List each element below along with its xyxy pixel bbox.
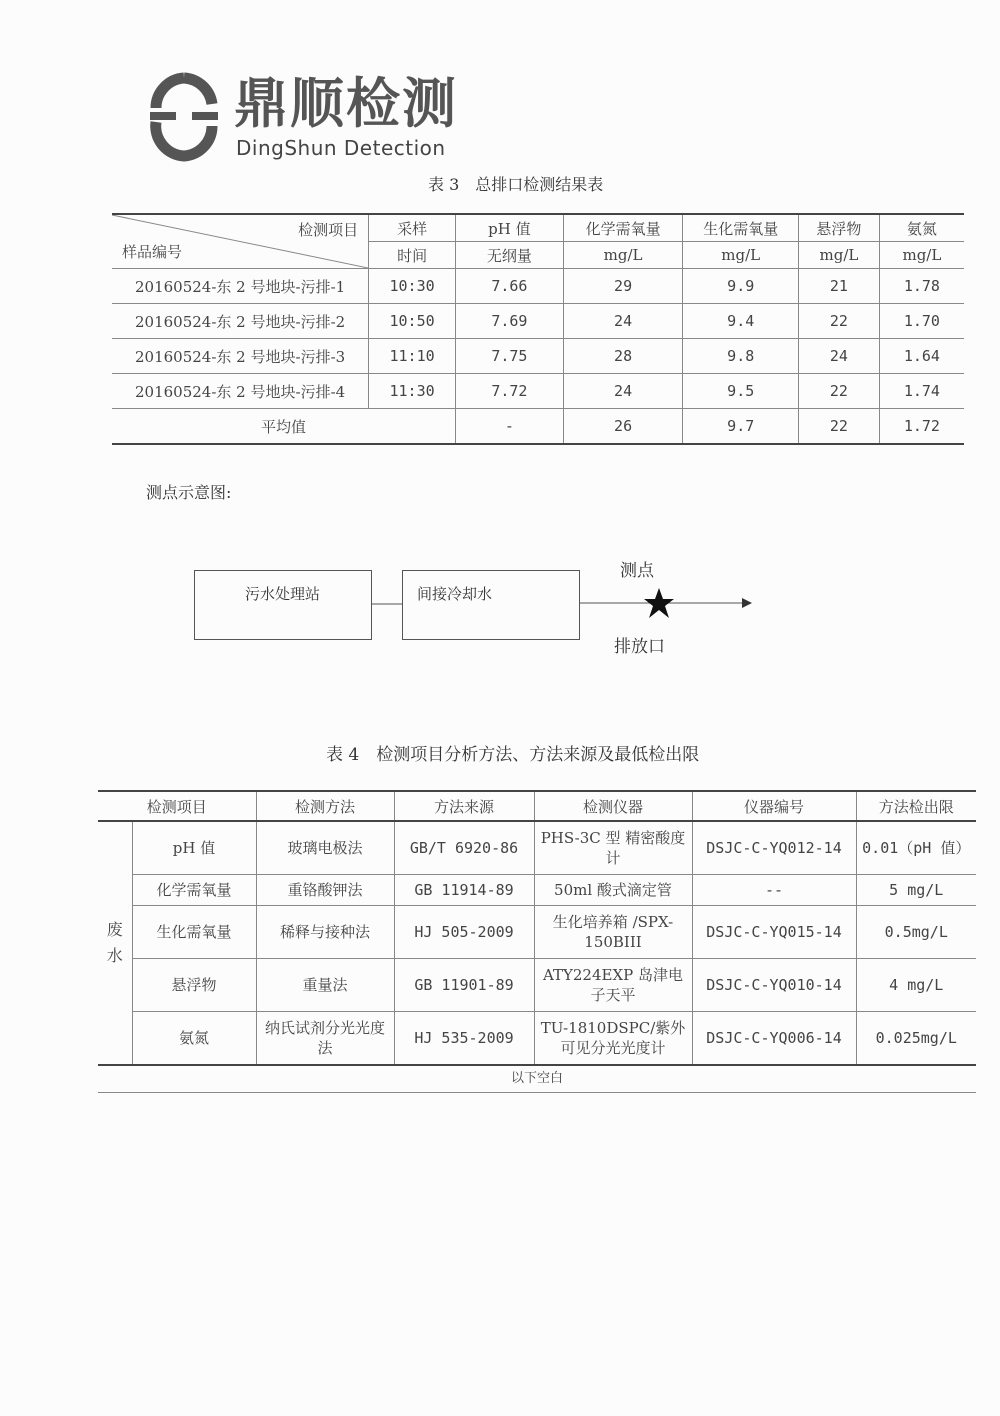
method-name: 纳氏试剂分光光度法 [256,1012,394,1066]
table-footer-row [98,1065,976,1093]
sample-id: 20160524-东 2 号地块-污排-2 [112,304,369,339]
sample-time: 10:50 [369,304,456,339]
item-name: pH 值 [132,821,256,875]
treatment-station-label: 污水处理站 [245,585,321,603]
instrument-name: TU-1810DSPC/紫外可见分光光度计 [534,1012,692,1066]
ss-value: 21 [799,269,880,304]
sample-time: 11:30 [369,374,456,409]
table-row [112,339,964,374]
table4-caption: 表 4 检测项目分析方法、方法来源及最低检出限 [326,745,700,765]
sample-id: 20160524-东 2 号地块-污排-1 [112,269,369,304]
ph-value: 7.75 [455,339,563,374]
bod-value: 9.5 [683,374,799,409]
item-name: 氨氮 [132,1012,256,1066]
detection-limit: 0.025mg/L [856,1012,976,1066]
ss-value: 22 [799,374,880,409]
table-row [112,269,964,304]
instrument-name: 生化培养箱 /SPX-150BIII [534,906,692,959]
header-instrument: 检测仪器 [534,791,692,821]
sample-id: 20160524-东 2 号地块-污排-4 [112,374,369,409]
logo-name-en: DingShun Detection [236,136,446,160]
corner-top-label: 检测项目 [298,221,359,239]
nh3-value: 1.70 [879,304,964,339]
table-row [98,1012,976,1066]
average-row [112,409,964,445]
table-row [112,304,964,339]
method-name: 重铬酸钾法 [256,875,394,906]
ph-value: 7.69 [455,304,563,339]
instrument-no: DSJC-C-YQ015-14 [692,906,856,959]
ss-value: 22 [799,304,880,339]
table-row [98,875,976,906]
item-name: 悬浮物 [132,959,256,1012]
header-ss-top: 悬浮物 [799,214,880,242]
sample-time: 11:10 [369,339,456,374]
table-row [98,959,976,1012]
method-source: GB 11901-89 [394,959,534,1012]
measure-point-label: 测点 [620,561,654,581]
item-name: 化学需氧量 [132,875,256,906]
method-source: HJ 505-2009 [394,906,534,959]
blank-below-note: 以下空白 [98,1065,976,1093]
cod-average: 26 [563,409,683,445]
header-instrument-no: 仪器编号 [692,791,856,821]
bod-average: 9.7 [683,409,799,445]
category-cell: 废水 [98,821,132,1065]
method-source: GB/T 6920-86 [394,821,534,875]
outlet-label: 排放口 [614,637,665,657]
nh3-value: 1.78 [879,269,964,304]
header-source: 方法来源 [394,791,534,821]
ph-average: - [455,409,563,445]
ss-value: 24 [799,339,880,374]
cooling-water-box [402,570,580,640]
instrument-name: ATY224EXP 岛津电子天平 [534,959,692,1012]
sampling-diagram [190,550,810,670]
instrument-no: DSJC-C-YQ012-14 [692,821,856,875]
nh3-value: 1.74 [879,374,964,409]
star-icon [643,587,675,619]
table-header-row [98,791,976,821]
method-name: 稀释与接种法 [256,906,394,959]
detection-limit: 0.5mg/L [856,906,976,959]
header-time-bottom: 时间 [369,242,456,269]
instrument-no: DSJC-C-YQ006-14 [692,1012,856,1066]
instrument-no: -- [692,875,856,906]
ph-value: 7.72 [455,374,563,409]
cooling-water-label: 间接冷却水 [417,585,493,603]
average-label: 平均值 [112,409,455,445]
header-cod-bottom: mg/L [563,242,683,269]
detection-limit: 0.01（pH 值） [856,821,976,875]
table-header-row [112,214,964,242]
results-table [112,213,964,445]
header-nh3-bottom: mg/L [879,242,964,269]
method-name: 重量法 [256,959,394,1012]
method-source: HJ 535-2009 [394,1012,534,1066]
bod-value: 9.4 [683,304,799,339]
header-cod-top: 化学需氧量 [563,214,683,242]
nh3-average: 1.72 [879,409,964,445]
bod-value: 9.9 [683,269,799,304]
ph-value: 7.66 [455,269,563,304]
sample-id: 20160524-东 2 号地块-污排-3 [112,339,369,374]
header-limit: 方法检出限 [856,791,976,821]
header-item: 检测项目 [98,791,256,821]
table-row [98,821,976,875]
methods-table [98,790,976,1093]
detection-limit: 4 mg/L [856,959,976,1012]
sample-time: 10:30 [369,269,456,304]
diagram-label: 测点示意图: [146,483,232,502]
instrument-name: PHS-3C 型 精密酸度计 [534,821,692,875]
company-logo [148,72,468,167]
detection-limit: 5 mg/L [856,875,976,906]
table-row [112,374,964,409]
cod-value: 28 [563,339,683,374]
cod-value: 24 [563,304,683,339]
header-ph-bottom: 无纲量 [455,242,563,269]
logo-mark-icon [148,72,220,162]
header-ph-top: pH 值 [455,214,563,242]
table3-caption: 表 3 总排口检测结果表 [428,175,604,194]
cod-value: 24 [563,374,683,409]
ss-average: 22 [799,409,880,445]
item-name: 生化需氧量 [132,906,256,959]
header-nh3-top: 氨氮 [879,214,964,242]
method-name: 玻璃电极法 [256,821,394,875]
nh3-value: 1.64 [879,339,964,374]
table-row [98,906,976,959]
header-bod-bottom: mg/L [683,242,799,269]
instrument-no: DSJC-C-YQ010-14 [692,959,856,1012]
corner-header [112,214,369,269]
header-bod-top: 生化需氧量 [683,214,799,242]
header-time-top: 采样 [369,214,456,242]
corner-bottom-label: 样品编号 [122,243,183,261]
bod-value: 9.8 [683,339,799,374]
logo-name-cn: 鼎顺检测 [234,72,458,135]
instrument-name: 50ml 酸式滴定管 [534,875,692,906]
method-source: GB 11914-89 [394,875,534,906]
header-method: 检测方法 [256,791,394,821]
cod-value: 29 [563,269,683,304]
header-ss-bottom: mg/L [799,242,880,269]
